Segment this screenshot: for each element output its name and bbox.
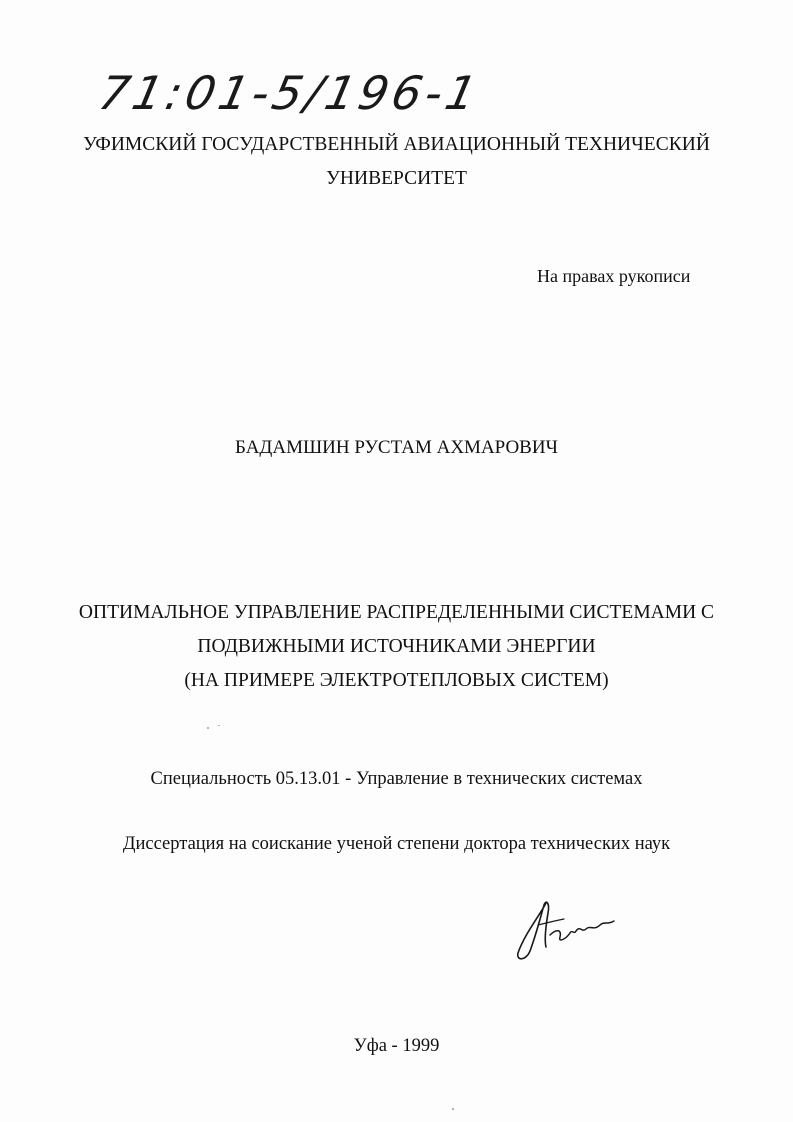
dissertation-title (0, 596, 793, 698)
title-line-1: ОПТИМАЛЬНОЕ УПРАВЛЕНИЕ РАСПРЕДЕЛЕННЫМИ СИСТЕМАМИ С (78, 602, 715, 623)
rights-note: На правах рукописи (537, 266, 691, 286)
author-name: БАДАМШИН РУСТАМ АХМАРОВИЧ (235, 437, 558, 458)
scan-speck (218, 725, 220, 726)
scan-speck (207, 727, 209, 729)
handwritten-registry-number: 71:01-5/196-1 (94, 66, 486, 120)
university-line-2: УНИВЕРСИТЕТ (326, 168, 467, 189)
city-year: Уфа - 1999 (353, 1036, 440, 1056)
dissertation-line: Диссертация на соискание ученой степени доктора технических наук (122, 834, 671, 854)
scan-speck (452, 1108, 454, 1110)
university-line-1: УФИМСКИЙ ГОСУДАРСТВЕННЫЙ АВИАЦИОННЫЙ ТЕХНИЧЕСКИЙ (83, 134, 710, 155)
title-line-3: (НА ПРИМЕРЕ ЭЛЕКТРОТЕПЛОВЫХ СИСТЕМ) (184, 670, 609, 691)
specialty-line: Специальность 05.13.01 - Управление в технических системах (150, 769, 643, 789)
title-line-2: ПОДВИЖНЫМИ ИСТОЧНИКАМИ ЭНЕРГИИ (197, 636, 596, 657)
university-name (0, 128, 793, 196)
signature-icon (510, 895, 620, 965)
